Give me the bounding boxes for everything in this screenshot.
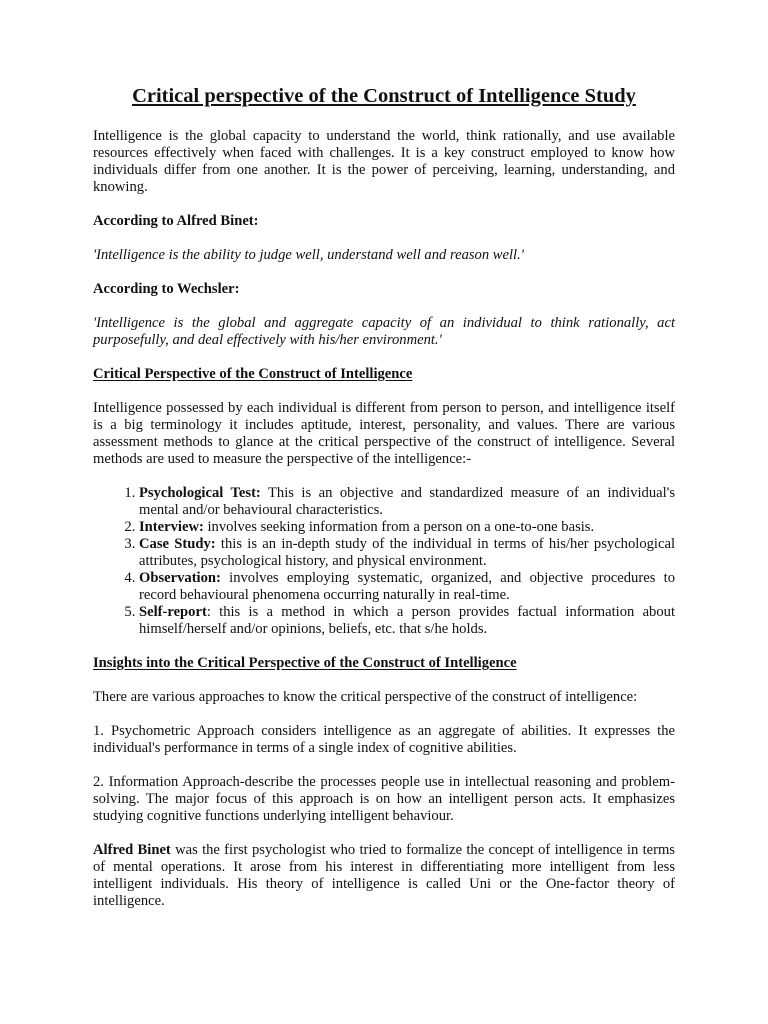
method-term: Case Study: bbox=[139, 536, 216, 552]
list-item bbox=[139, 604, 675, 638]
method-text: : this is a method in which a person provides factual information about himself/herself and/or opinions, beliefs, etc. that s/he holds. bbox=[139, 604, 675, 637]
information-approach-paragraph: 2. Information Approach-describe the processes people use in intellectual reasoning and problem-solving. The major focus of this approach is on how an intelligent person acts. It emphasizes studying cognitive functions underlying intelligent behaviour. bbox=[93, 774, 675, 824]
binet-quote: 'Intelligence is the ability to judge well, understand well and reason well.' bbox=[93, 247, 524, 263]
method-term: Observation: bbox=[139, 570, 221, 586]
method-term: Psychological Test: bbox=[139, 485, 261, 501]
approaches-intro: There are various approaches to know the critical perspective of the construct of intelligence: bbox=[93, 689, 638, 705]
method-text: This is an objective and standardized measure of an individual's mental and/or behavioural characteristics. bbox=[139, 485, 675, 518]
psychometric-approach-paragraph: 1. Psychometric Approach considers intelligence as an aggregate of abilities. It expresses the individual's performance in terms of a single index of cognitive abilities. bbox=[93, 723, 675, 756]
list-item bbox=[139, 536, 675, 570]
binet-theory-text: was the first psychologist who tried to formalize the concept of intelligence in terms of mental operations. It arose from his interest in differentiating more intelligent from less intelligent individuals. His theory of intelligence is called Uni or the One-factor theory of intelligence. bbox=[93, 842, 675, 909]
method-text: involves employing systematic, organized, and objective procedures to record behavioural phenomena occurring naturally in real-time. bbox=[139, 570, 675, 603]
wechsler-heading: According to Wechsler: bbox=[93, 281, 240, 297]
binet-theory-paragraph bbox=[93, 842, 675, 910]
list-item bbox=[139, 570, 675, 604]
method-text: this is an in-depth study of the individual in terms of his/her psychological attributes, psychological history, and physical environment. bbox=[139, 536, 675, 569]
assessment-paragraph: Intelligence possessed by each individual is different from person to person, and intelligence itself is a big terminology it includes aptitude, interest, personality, and values. There are various assessment methods to glance at the critical perspective of the construct of intelligence. Several methods are used to measure the perspective of the intelligence:- bbox=[93, 400, 675, 467]
method-term: Interview: bbox=[139, 519, 204, 535]
binet-heading: According to Alfred Binet: bbox=[93, 213, 259, 229]
wechsler-quote: 'Intelligence is the global and aggregate capacity of an individual to think rationally, act purposefully, and deal effectively with his/her environment.' bbox=[93, 315, 675, 348]
binet-name: Alfred Binet bbox=[93, 842, 171, 858]
section-heading-insights: Insights into the Critical Perspective of the Construct of Intelligence bbox=[93, 655, 517, 671]
document-title: Critical perspective of the Construct of Intelligence Study bbox=[132, 85, 636, 107]
methods-list bbox=[93, 485, 675, 638]
section-heading-critical-perspective: Critical Perspective of the Construct of Intelligence bbox=[93, 366, 413, 382]
list-item bbox=[139, 485, 675, 519]
method-term: Self-report bbox=[139, 604, 207, 620]
method-text: involves seeking information from a person on a one-to-one basis. bbox=[203, 519, 595, 535]
intro-paragraph: Intelligence is the global capacity to understand the world, think rationally, and use available resources effectively when faced with challenges. It is a key construct employed to know how individuals differ from one another. It is the power of perceiving, learning, understanding, and knowing. bbox=[93, 128, 675, 195]
list-item bbox=[139, 519, 675, 536]
